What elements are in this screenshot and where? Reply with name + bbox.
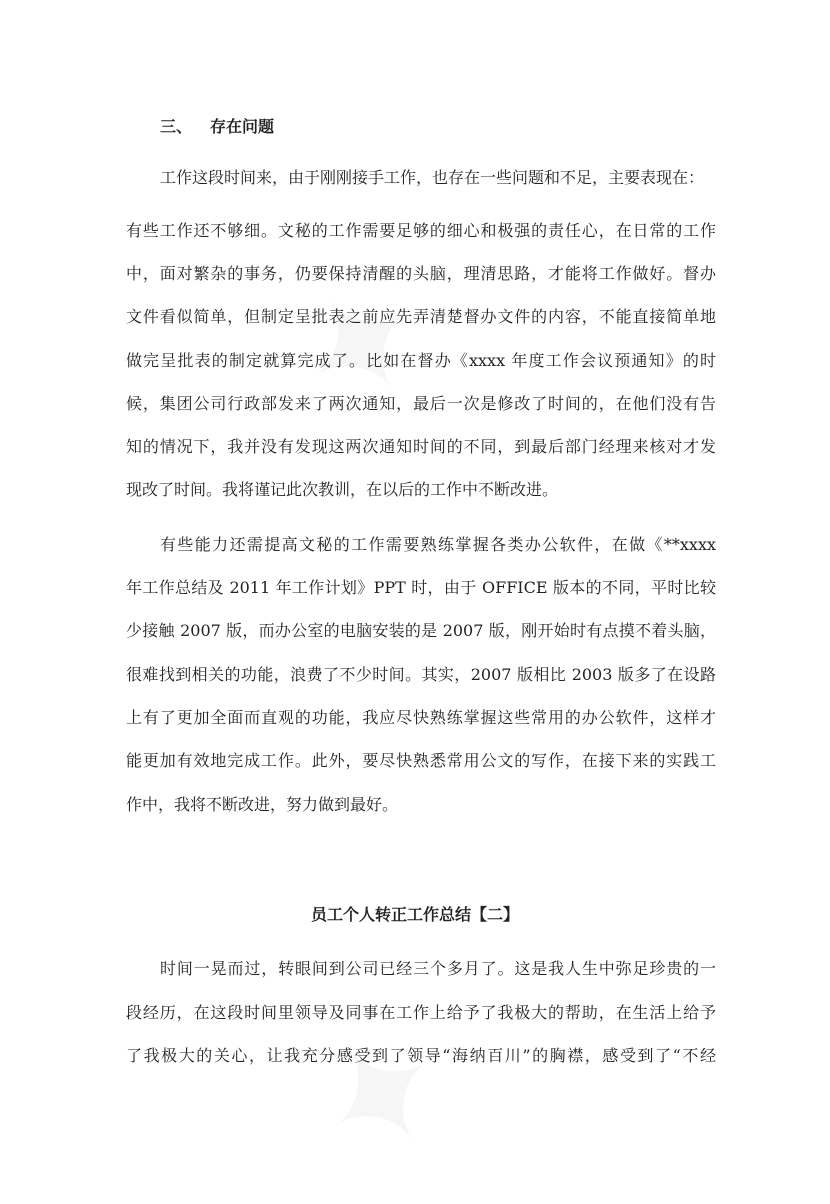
article-title: 员工个人转正工作总结【二】 xyxy=(310,905,519,924)
paragraph-line: 时间一晃而过，转眼间到公司已经三个多月了。这是我人生中弥足珍贵的一 xyxy=(160,959,716,978)
paragraph-line: 有些工作还不够细。文秘的工作需要足够的细心和极强的责任心，在日常的工作 xyxy=(126,221,716,240)
paragraph-line: 现改了时间。我将谨记此次教训，在以后的工作中不断改进。 xyxy=(126,480,559,499)
paragraph-line: 段经历，在这段时间里领导及同事在工作上给予了我极大的帮助，在生活上给予 xyxy=(126,1003,716,1022)
paragraph-line: 少接触 2007 版，而办公室的电脑安装的是 2007 版，刚开始时有点摸不着头脑， xyxy=(126,621,716,640)
paragraph-line: 中，面对繁杂的事务，仍要保持清醒的头脑，理清思路，才能将工作做好。督办 xyxy=(126,264,716,283)
paragraph-line: 候，集团公司行政部发来了两次通知，最后一次是修改了时间的，在他们没有告 xyxy=(126,394,716,413)
paragraph-line: 很难找到相关的功能，浪费了不少时间。其实，2007 版相比 2003 版多了在设路 xyxy=(126,665,716,684)
paragraph-line: 上有了更加全面而直观的功能，我应尽快熟练掌握这些常用的办公软件，这样才 xyxy=(126,708,716,727)
section-number: 三、 xyxy=(160,117,193,136)
paragraph-line: 知的情况下，我并没有发现这两次通知时间的不同，到最后部门经理来核对才发 xyxy=(126,437,716,456)
paragraph-line: 文件看似简单，但制定呈批表之前应先弄清楚督办文件的内容，不能直接简单地 xyxy=(126,307,716,326)
section-title: 存在问题 xyxy=(210,117,275,136)
paragraph-line: 年工作总结及 2011 年工作计划》PPT 时，由于 OFFICE 版本的不同，平时比较 xyxy=(126,578,716,597)
section-heading xyxy=(160,114,274,137)
paragraph-line: 有些能力还需提高文秘的工作需要熟练掌握各类办公软件，在做《**xxxx xyxy=(160,535,716,554)
paragraph-line: 了我极大的关心，让我充分感受到了领导“海纳百川”的胸襟，感受到了“不经 xyxy=(126,1046,716,1065)
paragraph-line: 能更加有效地完成工作。此外，要尽快熟悉常用公文的写作，在接下来的实践工 xyxy=(126,751,716,770)
paragraph-line: 做完呈批表的制定就算完成了。比如在督办《xxxx 年度工作会议预通知》的时 xyxy=(126,351,716,370)
paragraph-line: 工作这段时间来，由于刚刚接手工作，也存在一些问题和不足，主要表现在： xyxy=(160,168,705,187)
paragraph-line: 作中，我将不断改进，努力做到最好。 xyxy=(126,795,399,814)
